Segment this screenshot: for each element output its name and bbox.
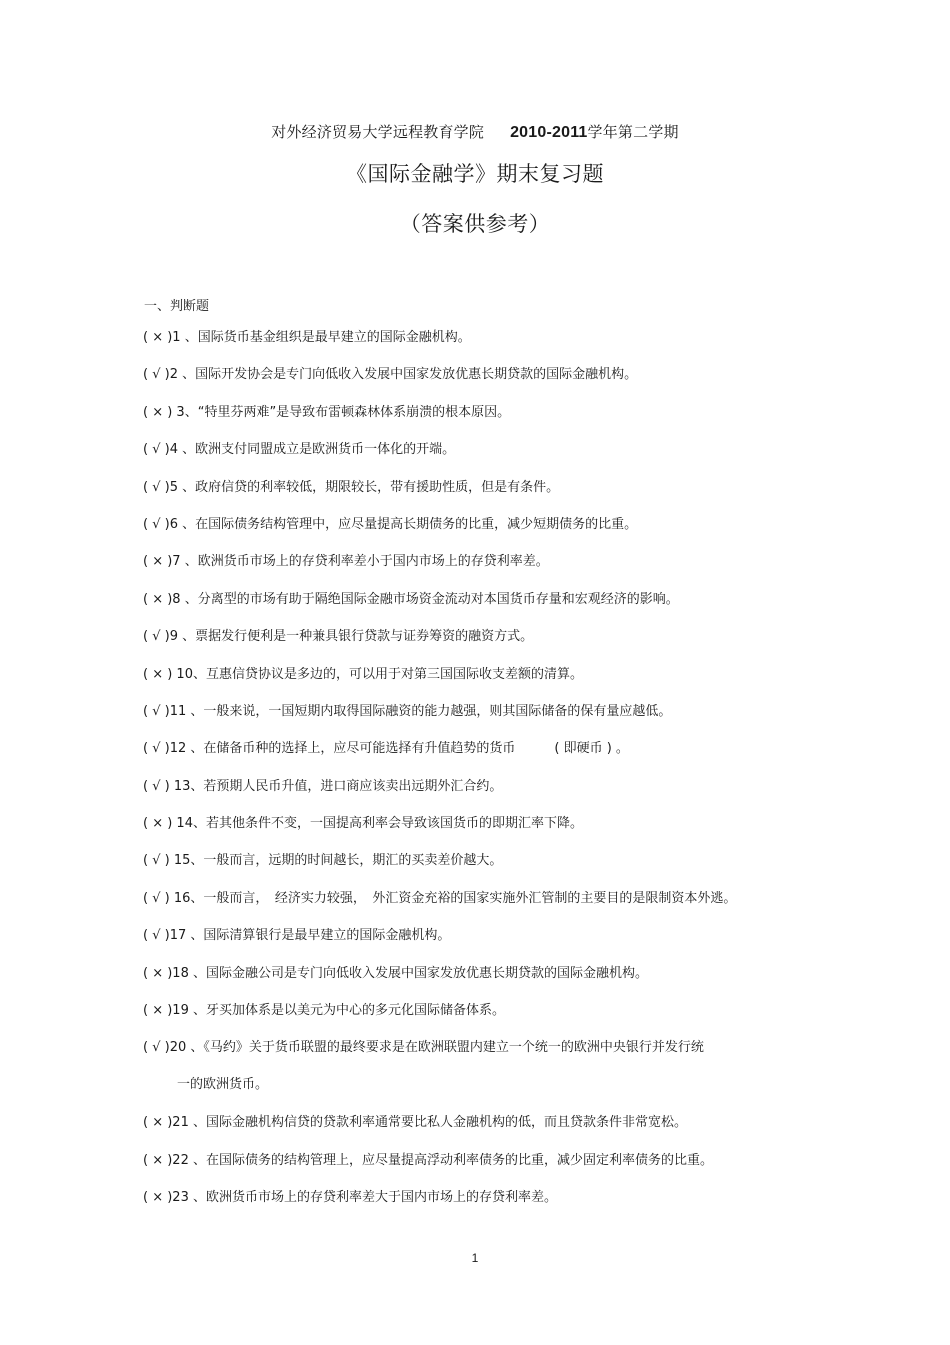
question-text: ( √ )12 、在储备币种的选择上，应尽可能选择有升值趋势的货币 ( 即硬币 ) 。 <box>143 741 629 757</box>
list-item <box>143 703 823 740</box>
question-text: ( √ )6 、在国际债务结构管理中，应尽量提高长期债务的比重，减少短期债务的比重。 <box>143 516 638 532</box>
question-text: ( × ) 10、互惠信贷协议是多边的，可以用于对第三国国际收支差额的清算。 <box>143 666 583 682</box>
list-item <box>143 1002 823 1039</box>
question-text: ( √ )20 、《马约》关于货币联盟的最终要求是在欧洲联盟内建立一个统一的欧洲中央银行并发行统 <box>143 1040 704 1056</box>
question-text: ( √ )4 、欧洲支付同盟成立是欧洲货币一体化的开端。 <box>143 442 456 458</box>
question-text-continuation: 一的欧洲货币。 <box>177 1077 269 1093</box>
question-text: ( √ )5 、政府信贷的利率较低，期限较长，带有援助性质，但是有条件。 <box>143 479 560 495</box>
term-year: 2010-2011 <box>510 124 588 141</box>
list-item <box>143 965 823 1002</box>
question-text: ( × )19 、牙买加体系是以美元为中心的多元化国际储备体系。 <box>143 1003 505 1019</box>
list-item <box>143 1152 823 1189</box>
list-item <box>143 1189 823 1226</box>
list-item <box>143 516 823 553</box>
document-subtitle: （答案供参考） <box>399 212 551 236</box>
question-text: ( √ )9 、票据发行便利是一种兼具银行贷款与证券筹资的融资方式。 <box>143 629 534 645</box>
list-item <box>143 890 823 927</box>
question-text: ( × )18 、国际金融公司是专门向低收入发展中国家发放优惠长期贷款的国际金融机构。 <box>143 965 648 981</box>
question-text: ( × ) 14、若其他条件不变，一国提高利率会导致该国货币的即期汇率下降。 <box>143 816 583 832</box>
question-text: ( √ ) 15、一般而言，远期的时间越长，期汇的买卖差价越大。 <box>143 853 503 869</box>
list-item <box>143 404 823 441</box>
question-text: ( √ ) 16、一般而言， 经济实力较强， 外汇资金充裕的国家实施外汇管制的主要目的是限制资本外逃。 <box>143 890 737 906</box>
question-text: ( × )7 、欧洲货币市场上的存贷利率差小于国内市场上的存贷利率差。 <box>143 554 549 570</box>
list-item <box>143 553 823 590</box>
question-text: ( √ ) 13、若预期人民币升值，进口商应该卖出远期外汇合约。 <box>143 778 503 794</box>
question-text: ( √ )17 、国际清算银行是最早建立的国际金融机构。 <box>143 928 451 944</box>
list-item <box>143 778 823 815</box>
question-list <box>143 329 823 1226</box>
list-item <box>143 366 823 403</box>
institution-name: 对外经济贸易大学远程教育学院 <box>271 123 485 141</box>
list-item <box>143 1114 823 1151</box>
list-item <box>143 815 823 852</box>
question-text: ( × )22 、在国际债务的结构管理上，应尽量提高浮动利率债务的比重，减少固定利率债务的比重。 <box>143 1152 713 1168</box>
list-item <box>143 852 823 889</box>
question-text: ( × )1 、国际货币基金组织是最早建立的国际金融机构。 <box>143 330 471 345</box>
list-item <box>143 591 823 628</box>
document-title: 《国际金融学》期末复习题 <box>346 162 604 186</box>
question-text: ( √ )2 、国际开发协会是专门向低收入发展中国家发放优惠长期贷款的国际金融机构。 <box>143 367 638 383</box>
question-text: ( × )8 、分离型的市场有助于隔绝国际金融市场资金流动对本国货币存量和宏观经济的影响。 <box>143 591 679 607</box>
list-item <box>143 740 823 777</box>
list-item <box>143 628 823 665</box>
list-item <box>143 666 823 703</box>
question-text: ( × )21 、国际金融机构信贷的贷款利率通常要比私人金融机构的低，而且贷款条件非常宽松。 <box>143 1115 687 1131</box>
term-suffix: 学年第二学期 <box>587 123 679 141</box>
question-text: ( × )23 、欧洲货币市场上的存贷利率差大于国内市场上的存贷利率差。 <box>143 1190 557 1205</box>
list-item <box>143 1039 823 1114</box>
section-heading: 一、判断题 <box>144 299 210 314</box>
list-item <box>143 329 823 366</box>
question-text: ( × ) 3、“特里芬两难”是导致布雷顿森林体系崩溃的根本原因。 <box>143 404 511 420</box>
list-item <box>143 479 823 516</box>
header-line <box>0 121 950 142</box>
question-text: ( √ )11 、一般来说，一国短期内取得国际融资的能力越强，则其国际储备的保有量应越低。 <box>143 703 672 719</box>
page-number: 1 <box>471 1251 479 1265</box>
list-item <box>143 441 823 478</box>
list-item <box>143 927 823 964</box>
